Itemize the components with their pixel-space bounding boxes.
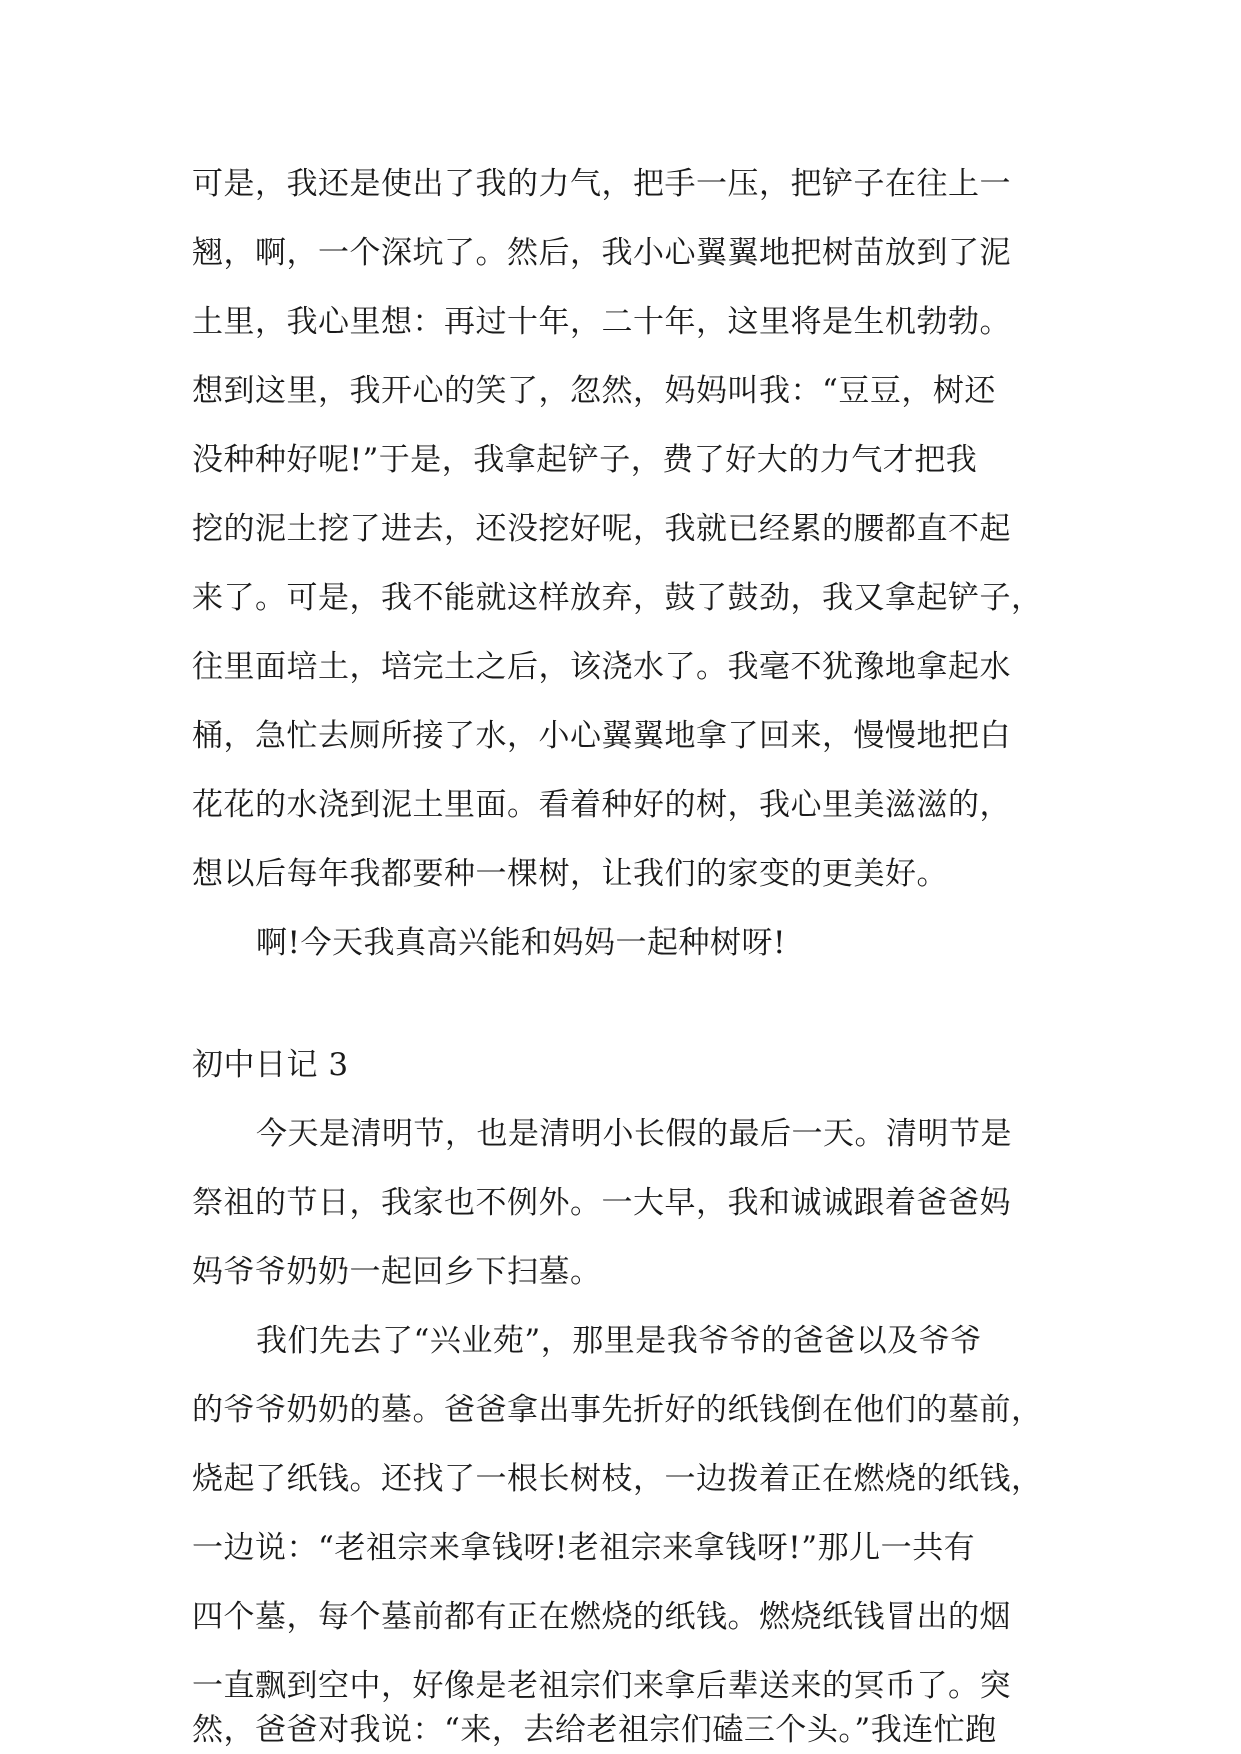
paragraph-line: 妈爷爷奶奶一起回乡下扫墓。 — [192, 1254, 602, 1290]
paragraph-line: 花花的水浇到泥土里面。看着种好的树，我心里美滋滋的， — [192, 787, 1011, 823]
paragraph-line: 烧起了纸钱。还找了一根长树枝，一边拨着正在燃烧的纸钱， — [192, 1461, 1043, 1497]
paragraph-line: 的爷爷奶奶的墓。爸爸拿出事先折好的纸钱倒在他们的墓前， — [192, 1392, 1043, 1428]
paragraph-line: 四个墓，每个墓前都有正在燃烧的纸钱。燃烧纸钱冒出的烟 — [192, 1599, 1011, 1635]
paragraph-line: 翘，啊，一个深坑了。然后，我小心翼翼地把树苗放到了泥 — [192, 235, 1011, 271]
paragraph-line: 祭祖的节日，我家也不例外。一大早，我和诚诚跟着爸爸妈 — [192, 1185, 1011, 1221]
paragraph-line: 然，爸爸对我说：“来，去给老祖宗们磕三个头。”我连忙跑 — [192, 1712, 997, 1748]
paragraph-line: 桶，急忙去厕所接了水，小心翼翼地拿了回来，慢慢地把白 — [192, 718, 1011, 754]
paragraph-line: 挖的泥土挖了进去，还没挖好呢，我就已经累的腰都直不起 — [192, 511, 1011, 547]
paragraph-line: 没种种好呢!”于是，我拿起铲子，费了好大的力气才把我 — [192, 442, 978, 478]
paragraph-line: 往里面培土，培完土之后，该浇水了。我毫不犹豫地拿起水 — [192, 649, 1011, 685]
paragraph-line: 来了。可是，我不能就这样放弃，鼓了鼓劲，我又拿起铲子， — [192, 580, 1043, 616]
paragraph-line: 我们先去了“兴业苑”，那里是我爷爷的爸爸以及爷爷 — [256, 1323, 982, 1359]
paragraph-line: 土里，我心里想：再过十年，二十年，这里将是生机勃勃。 — [192, 304, 1011, 340]
paragraph-line: 啊!今天我真高兴能和妈妈一起种树呀! — [256, 925, 786, 961]
paragraph-line: 想到这里，我开心的笑了，忽然，妈妈叫我：“豆豆，树还 — [192, 373, 996, 409]
section-title: 初中日记 3 — [192, 1047, 349, 1083]
paragraph-line: 一直飘到空中，好像是老祖宗们来拿后辈送来的冥币了。突 — [192, 1668, 1011, 1704]
paragraph-line: 一边说：“老祖宗来拿钱呀!老祖宗来拿钱呀!”那儿一共有 — [192, 1530, 976, 1566]
paragraph-line: 想以后每年我都要种一棵树，让我们的家变的更美好。 — [192, 856, 948, 892]
paragraph-line: 可是，我还是使出了我的力气，把手一压，把铲子在往上一 — [192, 166, 1011, 202]
paragraph-line: 今天是清明节，也是清明小长假的最后一天。清明节是 — [256, 1116, 1012, 1152]
